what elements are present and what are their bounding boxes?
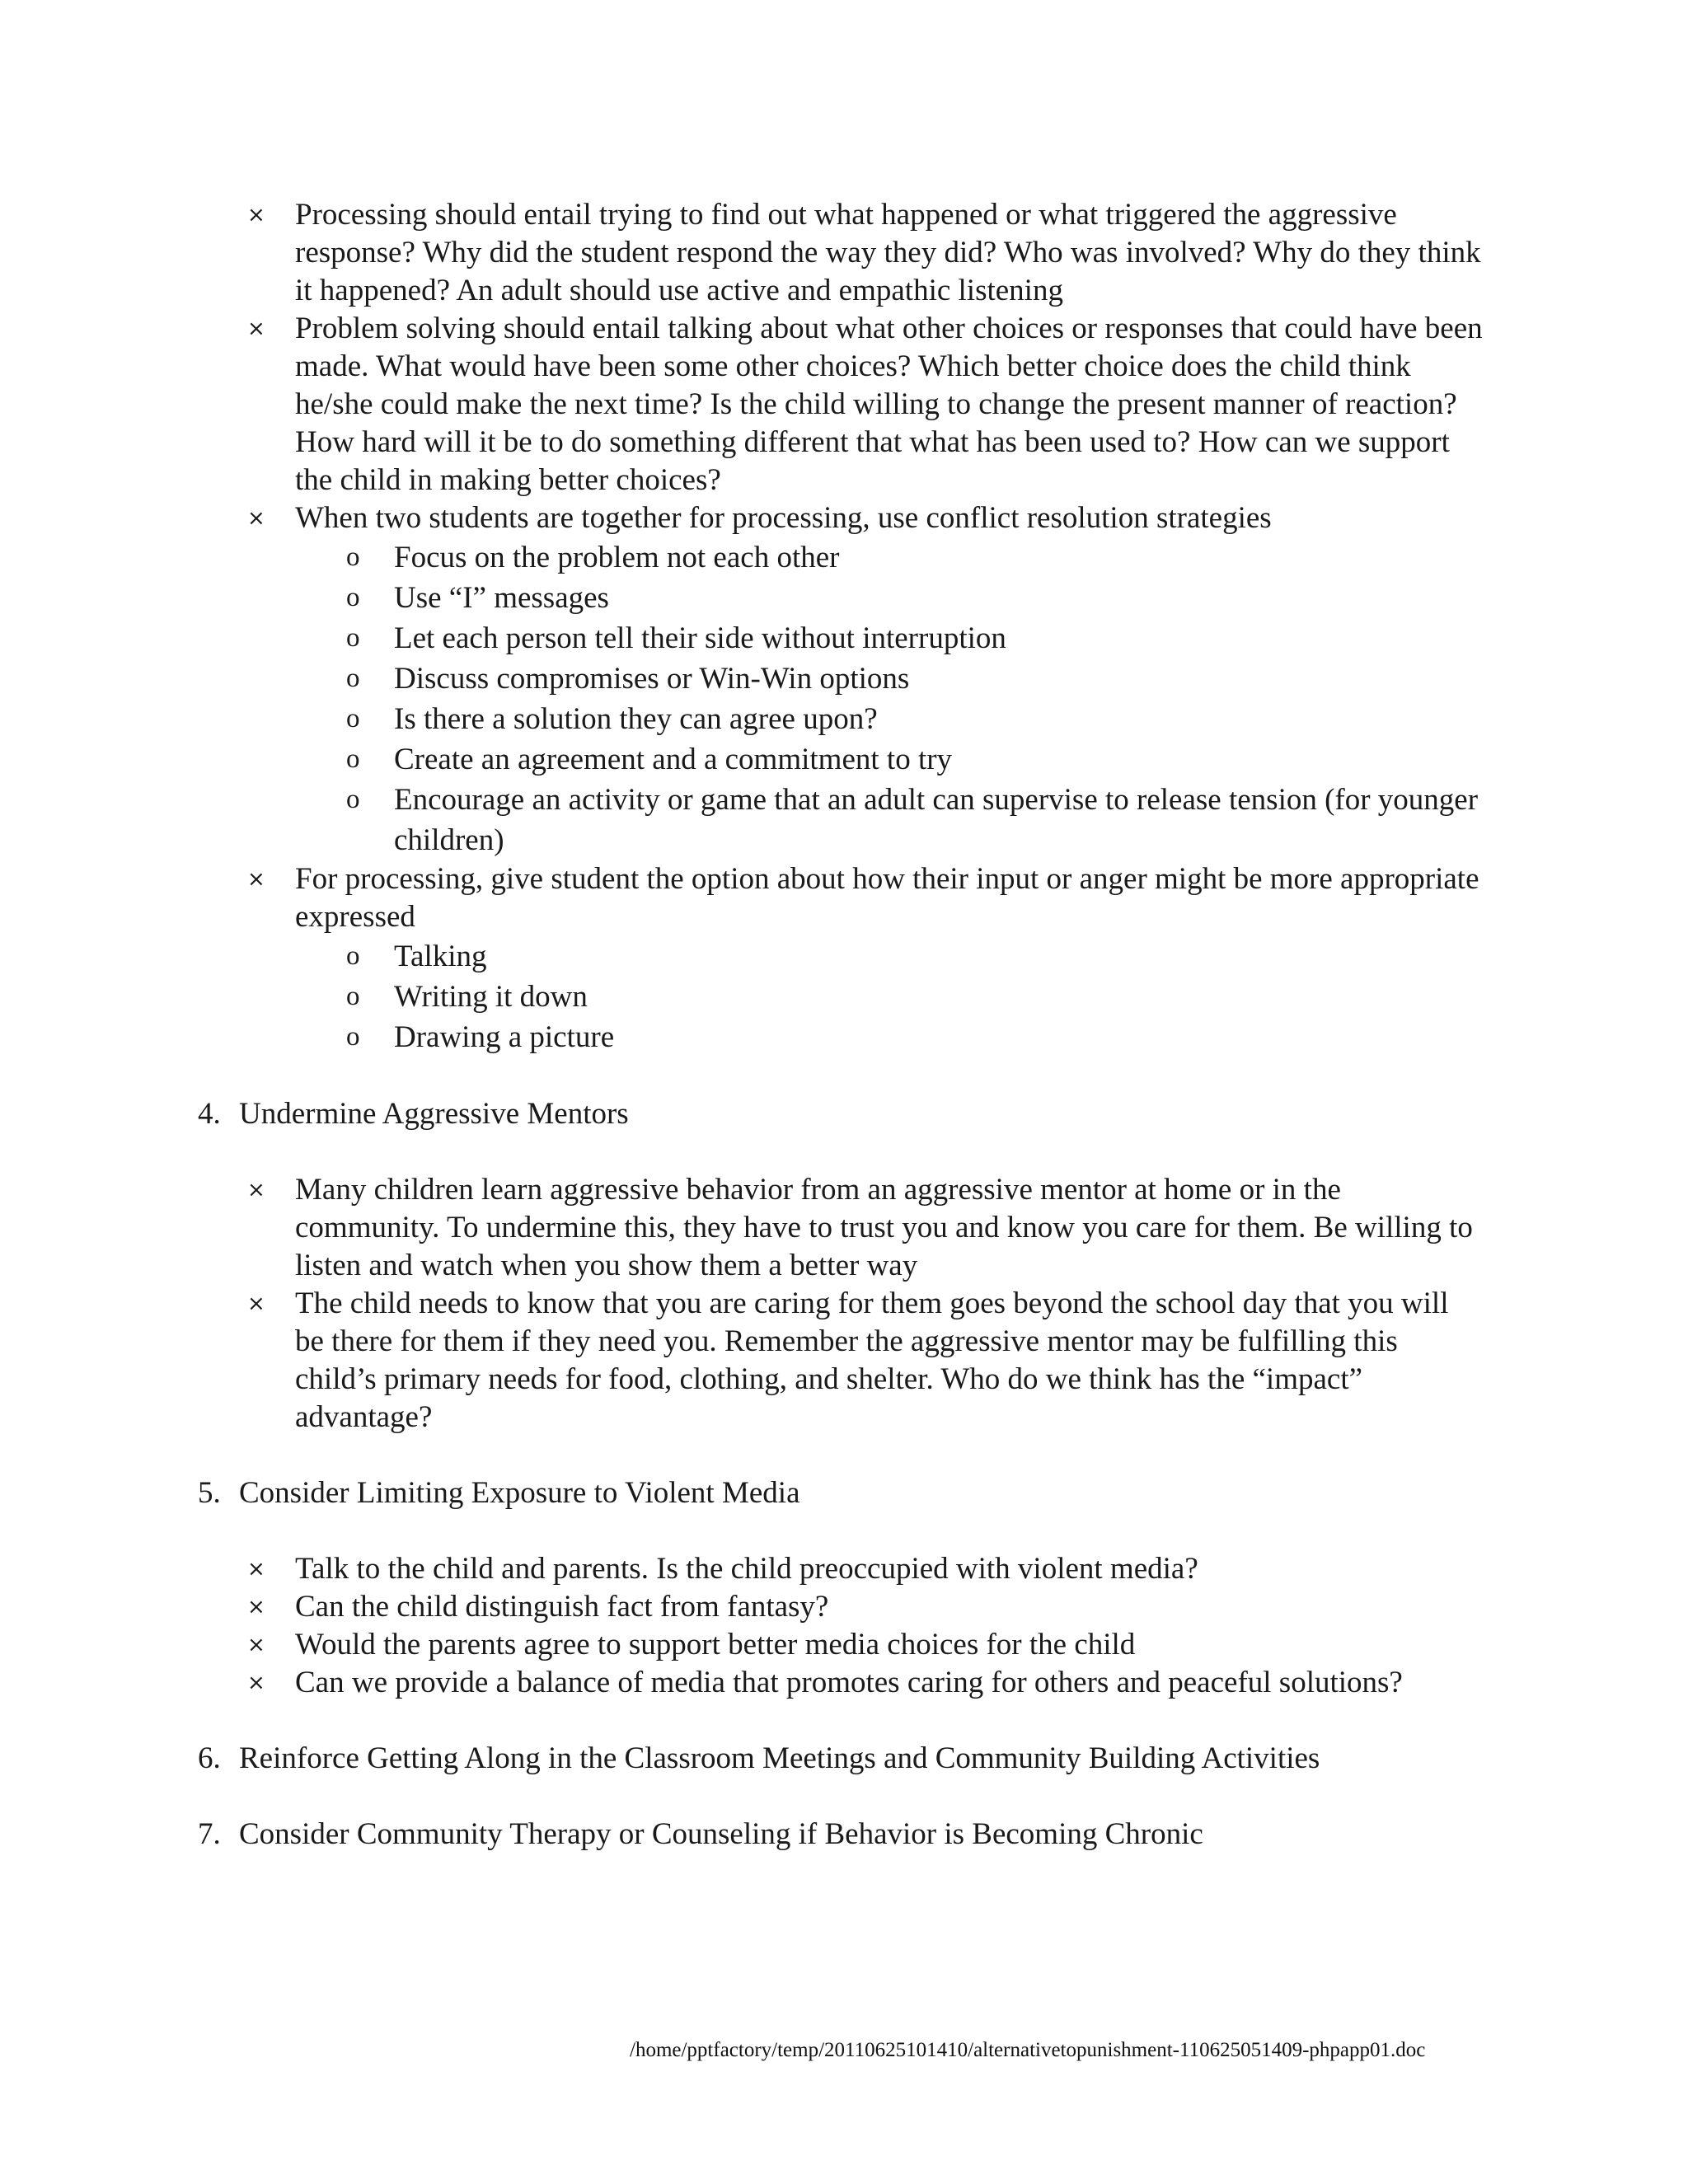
list-item (247, 1285, 1484, 1436)
sub-bullet-text: Writing it down (394, 980, 588, 1014)
media-bullet-list (198, 1550, 1484, 1702)
bullet-text: When two students are together for processing, use conflict resolution strategies (295, 501, 1272, 535)
list-item (247, 196, 1484, 310)
bullet-text: Can the child distinguish fact from fantasy? (295, 1590, 829, 1624)
bullet-text: For processing, give student the option about how their input or anger might be more appropriate expressed (295, 862, 1479, 934)
sub-bullet-text: Drawing a picture (394, 1020, 615, 1054)
spacer (198, 1133, 1484, 1171)
list-item (346, 618, 1484, 658)
list-item (346, 537, 1484, 578)
section-number: 5. (198, 1476, 221, 1510)
spacer (198, 1702, 1484, 1740)
bullet-text: The child needs to know that you are caring for them goes beyond the school day that you will be there for them if they need you. Remember the aggressive mentor may be fulfilling this child’s primary needs for food, clothing, and shelter. Who do we think has the “impact” advantage? (295, 1286, 1449, 1434)
circle-bullet-icon: o (346, 744, 360, 774)
circle-bullet-icon: o (346, 785, 360, 814)
bullet-text: Problem solving should entail talking about what other choices or responses that could have been made. What would have been some other choices? Which better choice does the child think he/she could make the next time? Is the child willing to change the present manner of reaction? How hard will it be to do something different that what has been used to? How can we support the child in making better choices? (295, 312, 1483, 497)
spacer (198, 1057, 1484, 1095)
conflict-strategy-list (295, 537, 1484, 860)
list-item (247, 1550, 1484, 1588)
document-body (198, 196, 1484, 1854)
processing-bullet-list (198, 196, 1484, 1057)
circle-bullet-icon: o (346, 542, 360, 572)
bullet-text: Many children learn aggressive behavior from an aggressive mentor at home or in the community. To undermine this, they have to trust you and know you care for them. Be willing to listen and watch when you show them a better way (295, 1173, 1473, 1282)
x-bullet-icon: × (247, 203, 265, 227)
bullet-text: Talk to the child and parents. Is the child preoccupied with violent media? (295, 1552, 1198, 1586)
list-item (346, 739, 1484, 780)
circle-bullet-icon: o (346, 1022, 360, 1052)
circle-bullet-icon: o (346, 623, 360, 653)
bullet-text: Can we provide a balance of media that promotes caring for others and peaceful solutions? (295, 1666, 1403, 1699)
sub-bullet-text: Is there a solution they can agree upon? (394, 702, 878, 736)
x-bullet-icon: × (247, 1557, 265, 1582)
section-title: Consider Community Therapy or Counseling if Behavior is Becoming Chronic (239, 1817, 1203, 1851)
footer-file-path: /home/pptfactory/temp/20110625101410/alternativetopunishment-110625051409-phpapp01.doc (630, 2039, 1426, 2061)
list-item (247, 1171, 1484, 1285)
sub-bullet-text: Use “I” messages (394, 581, 609, 615)
sub-bullet-text: Encourage an activity or game that an adult can supervise to release tension (for younger children) (394, 783, 1479, 857)
x-bullet-icon: × (247, 1595, 265, 1619)
bullet-text: Would the parents agree to support better media choices for the child (295, 1628, 1136, 1661)
x-bullet-icon: × (247, 1671, 265, 1695)
sub-bullet-text: Discuss compromises or Win-Win options (394, 662, 910, 696)
circle-bullet-icon: o (346, 704, 360, 733)
list-item (346, 780, 1484, 860)
bullet-text: Processing should entail trying to find out what happened or what triggered the aggressive response? Why did the student respond the way they did? Who was involved? Why do they think it happened? An adult should use active and empathic listening (295, 198, 1481, 307)
expression-option-list (295, 936, 1484, 1057)
spacer (198, 1436, 1484, 1474)
list-item (346, 936, 1484, 977)
circle-bullet-icon: o (346, 941, 360, 971)
section-number: 7. (198, 1817, 221, 1851)
spacer (198, 1512, 1484, 1550)
list-item (247, 1588, 1484, 1626)
circle-bullet-icon: o (346, 583, 360, 612)
mentor-bullet-list (198, 1171, 1484, 1436)
list-item (346, 578, 1484, 618)
sub-bullet-text: Talking (394, 940, 487, 973)
sub-bullet-text: Let each person tell their side without interruption (394, 621, 1006, 655)
circle-bullet-icon: o (346, 663, 360, 693)
section-number: 4. (198, 1097, 221, 1131)
section-heading-6 (198, 1740, 1484, 1778)
section-number: 6. (198, 1741, 221, 1775)
x-bullet-icon: × (247, 1178, 265, 1202)
list-item (247, 860, 1484, 1057)
sub-bullet-text: Focus on the problem not each other (394, 541, 840, 574)
circle-bullet-icon: o (346, 982, 360, 1011)
spacer (198, 1778, 1484, 1816)
list-item (247, 499, 1484, 860)
section-heading-5 (198, 1474, 1484, 1512)
list-item (346, 658, 1484, 699)
section-title: Reinforce Getting Along in the Classroom Meetings and Community Building Activities (239, 1741, 1320, 1775)
section-heading-7 (198, 1816, 1484, 1854)
list-item (247, 310, 1484, 499)
x-bullet-icon: × (247, 867, 265, 892)
list-item (247, 1626, 1484, 1664)
sub-bullet-text: Create an agreement and a commitment to try (394, 743, 953, 776)
section-heading-4 (198, 1095, 1484, 1133)
x-bullet-icon: × (247, 1633, 265, 1657)
list-item (346, 699, 1484, 739)
section-title: Consider Limiting Exposure to Violent Media (239, 1476, 800, 1510)
section-title: Undermine Aggressive Mentors (239, 1097, 629, 1131)
list-item (346, 977, 1484, 1017)
list-item (247, 1664, 1484, 1702)
list-item (346, 1017, 1484, 1057)
x-bullet-icon: × (247, 506, 265, 531)
x-bullet-icon: × (247, 316, 265, 341)
x-bullet-icon: × (247, 1291, 265, 1316)
